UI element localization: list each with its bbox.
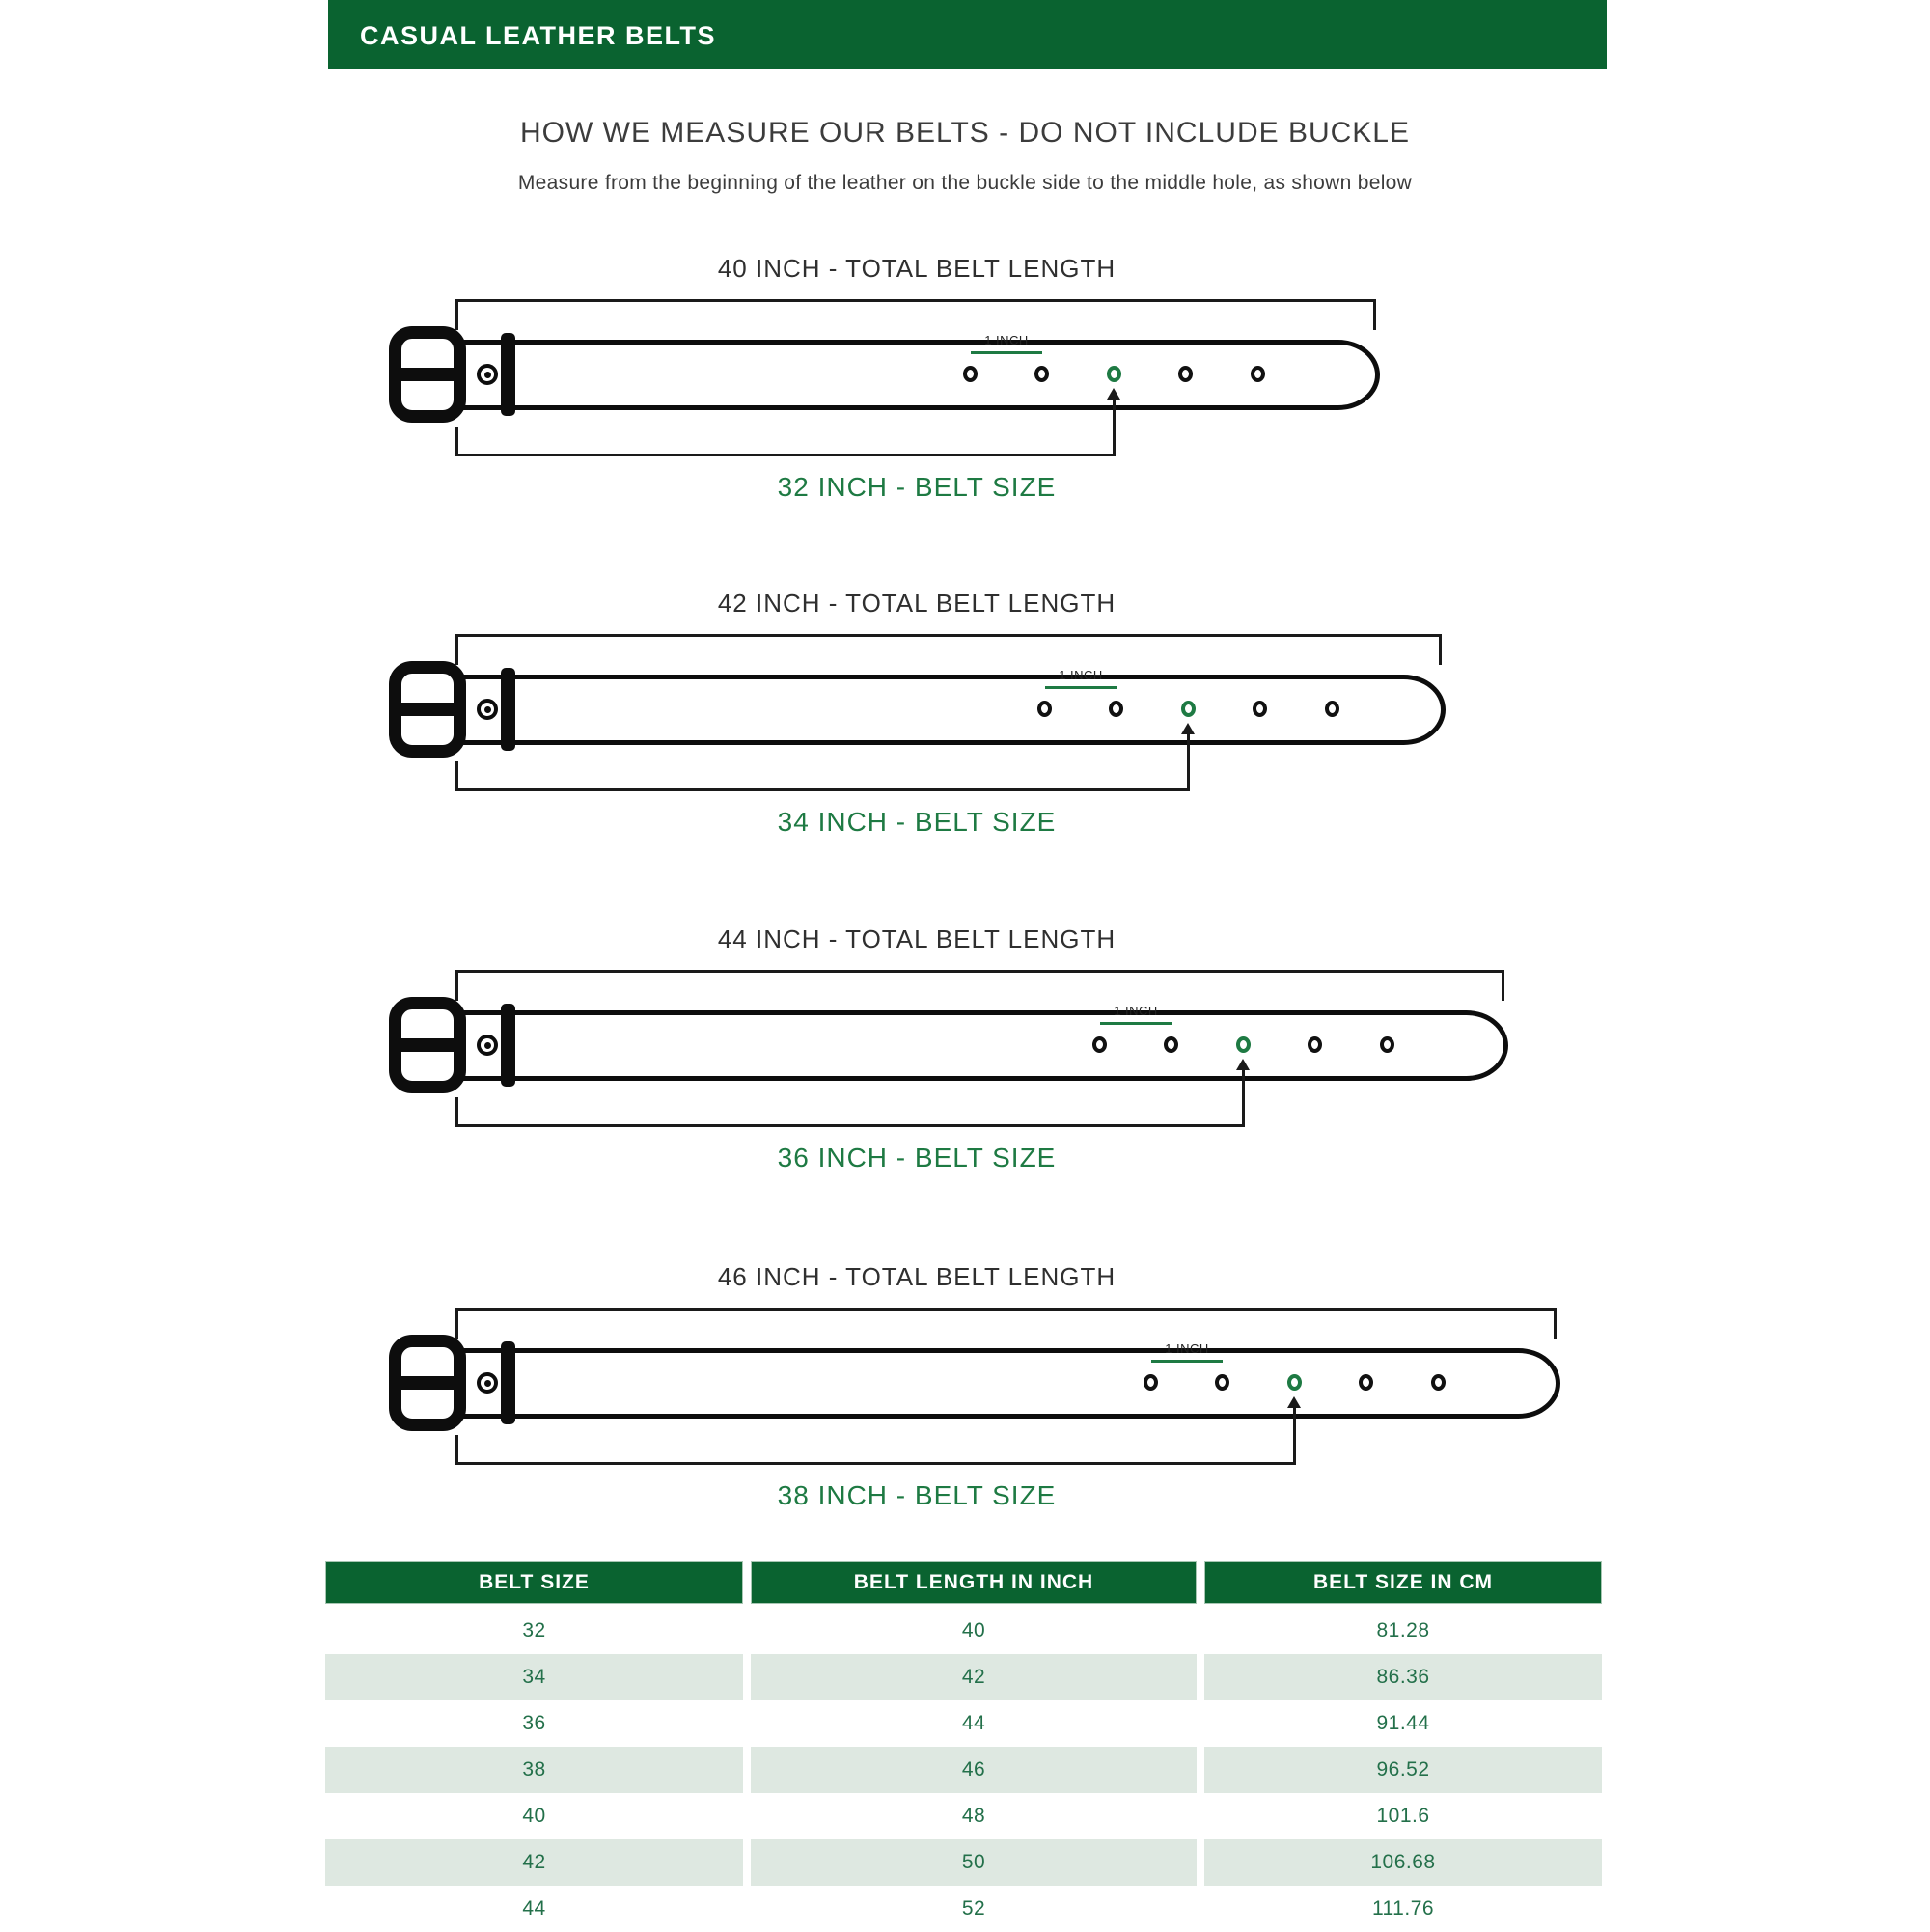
belt-size-label: 32 INCH - BELT SIZE <box>777 472 1057 502</box>
belt-hole <box>1092 1036 1107 1053</box>
table-cell: 46 <box>751 1747 1197 1793</box>
belt-hole <box>1164 1036 1178 1053</box>
belt-hole <box>1325 701 1339 717</box>
belt-hole <box>1034 366 1049 382</box>
buckle-center-bar <box>401 703 454 716</box>
belt-hole <box>1215 1374 1229 1391</box>
banner <box>328 0 1607 69</box>
belt-hole <box>963 366 978 382</box>
belt-hole-selected <box>1287 1374 1302 1391</box>
table-cell: 42 <box>325 1839 743 1886</box>
table-header-belt-size: BELT SIZE <box>325 1561 743 1604</box>
belt-size-bracket <box>455 1438 1295 1465</box>
belt-keeper <box>501 333 515 416</box>
belt-strap <box>439 1348 1560 1419</box>
page-subheading: Measure from the beginning of the leather on the buckle side to the middle hole, as shown below <box>517 172 1413 194</box>
one-inch-label: 1 INCH <box>1059 668 1103 682</box>
size-arrow-head <box>1107 388 1120 400</box>
table-cell: 106.68 <box>1204 1839 1602 1886</box>
total-length-bracket <box>455 299 1376 333</box>
belt-size-label: 34 INCH - BELT SIZE <box>777 807 1057 837</box>
buckle-center-bar <box>401 1376 454 1390</box>
belt-size-label: 38 INCH - BELT SIZE <box>777 1480 1057 1510</box>
table-cell: 111.76 <box>1371 1897 1435 1919</box>
table-cell: 32 <box>522 1619 546 1642</box>
table-cell: 44 <box>522 1897 546 1919</box>
belt-rivet <box>477 1035 498 1056</box>
one-inch-label: 1 INCH <box>984 333 1029 347</box>
total-length-bracket <box>455 634 1442 668</box>
diagram-title: 46 INCH - TOTAL BELT LENGTH <box>717 1262 1117 1291</box>
table-cell: 96.52 <box>1204 1747 1602 1793</box>
belt-strap <box>439 1010 1508 1081</box>
table-header-belt-size-cm: BELT SIZE IN CM <box>1204 1561 1602 1604</box>
diagram-title: 42 INCH - TOTAL BELT LENGTH <box>717 589 1117 618</box>
table-cell: 40 <box>961 1619 986 1642</box>
one-inch-line <box>1045 686 1117 689</box>
belt-size-bracket <box>455 1100 1244 1127</box>
belt-hole <box>1253 701 1267 717</box>
table-cell: 86.36 <box>1204 1654 1602 1700</box>
size-arrow-line <box>1293 1407 1296 1465</box>
total-length-bracket <box>455 970 1504 1004</box>
belt-diagram-42-inch <box>0 584 1930 864</box>
table-cell: 38 <box>325 1747 743 1793</box>
table-cell: 44 <box>961 1712 986 1734</box>
banner-title: CASUAL LEATHER BELTS <box>360 21 717 50</box>
belt-buckle <box>389 661 466 758</box>
belt-size-label: 36 INCH - BELT SIZE <box>777 1143 1057 1173</box>
belt-hole <box>1431 1374 1446 1391</box>
belt-hole-selected <box>1181 701 1196 717</box>
size-arrow-line <box>1187 733 1190 791</box>
size-arrow-head <box>1287 1396 1301 1408</box>
one-inch-line <box>1151 1360 1223 1363</box>
belt-keeper <box>501 1341 515 1424</box>
table-cell: 34 <box>325 1654 743 1700</box>
size-arrow-head <box>1181 723 1195 734</box>
table-cell: 36 <box>522 1712 546 1734</box>
belt-buckle <box>389 326 466 423</box>
belt-hole <box>1308 1036 1322 1053</box>
page-heading: HOW WE MEASURE OUR BELTS - DO NOT INCLUDE BUCKLE <box>520 117 1410 149</box>
buckle-center-bar <box>401 1038 454 1052</box>
total-length-bracket <box>455 1308 1557 1341</box>
belt-hole <box>1037 701 1052 717</box>
size-table <box>325 1561 1602 1932</box>
belt-strap <box>439 340 1380 410</box>
diagram-title: 44 INCH - TOTAL BELT LENGTH <box>717 925 1117 953</box>
table-cell: 48 <box>961 1805 986 1827</box>
belt-buckle <box>389 1335 466 1431</box>
belt-hole <box>1359 1374 1373 1391</box>
belt-hole-selected <box>1107 366 1121 382</box>
one-inch-line <box>971 351 1042 354</box>
table-cell: 40 <box>522 1805 546 1827</box>
size-arrow-line <box>1113 399 1116 456</box>
belt-hole <box>1178 366 1193 382</box>
diagram-title: 40 INCH - TOTAL BELT LENGTH <box>717 254 1117 283</box>
belt-hole <box>1144 1374 1158 1391</box>
size-arrow-line <box>1242 1069 1245 1127</box>
belt-keeper <box>501 1004 515 1087</box>
belt-size-bracket <box>455 429 1115 456</box>
table-cell: 101.6 <box>1376 1805 1430 1827</box>
belt-diagram-46-inch <box>0 1257 1930 1537</box>
belt-hole <box>1109 701 1123 717</box>
table-cell: 42 <box>751 1654 1197 1700</box>
size-arrow-head <box>1236 1059 1250 1070</box>
one-inch-label: 1 INCH <box>1165 1341 1209 1356</box>
belt-buckle <box>389 997 466 1093</box>
buckle-center-bar <box>401 368 454 381</box>
belt-hole <box>1380 1036 1394 1053</box>
belt-rivet <box>477 699 498 720</box>
belt-size-bracket <box>455 764 1189 791</box>
table-cell: 50 <box>751 1839 1197 1886</box>
table-cell: 91.44 <box>1376 1712 1430 1734</box>
one-inch-label: 1 INCH <box>1114 1004 1158 1018</box>
table-header-belt-length-inch: BELT LENGTH IN INCH <box>751 1561 1197 1604</box>
belt-keeper <box>501 668 515 751</box>
belt-hole <box>1251 366 1265 382</box>
belt-rivet <box>477 364 498 385</box>
table-cell: 52 <box>961 1897 986 1919</box>
table-cell: 81.28 <box>1376 1619 1430 1642</box>
belt-hole-selected <box>1236 1036 1251 1053</box>
belt-rivet <box>477 1372 498 1394</box>
one-inch-line <box>1100 1022 1172 1025</box>
belt-strap <box>439 675 1446 745</box>
belt-diagram-40-inch <box>0 249 1930 529</box>
belt-diagram-44-inch <box>0 920 1930 1200</box>
